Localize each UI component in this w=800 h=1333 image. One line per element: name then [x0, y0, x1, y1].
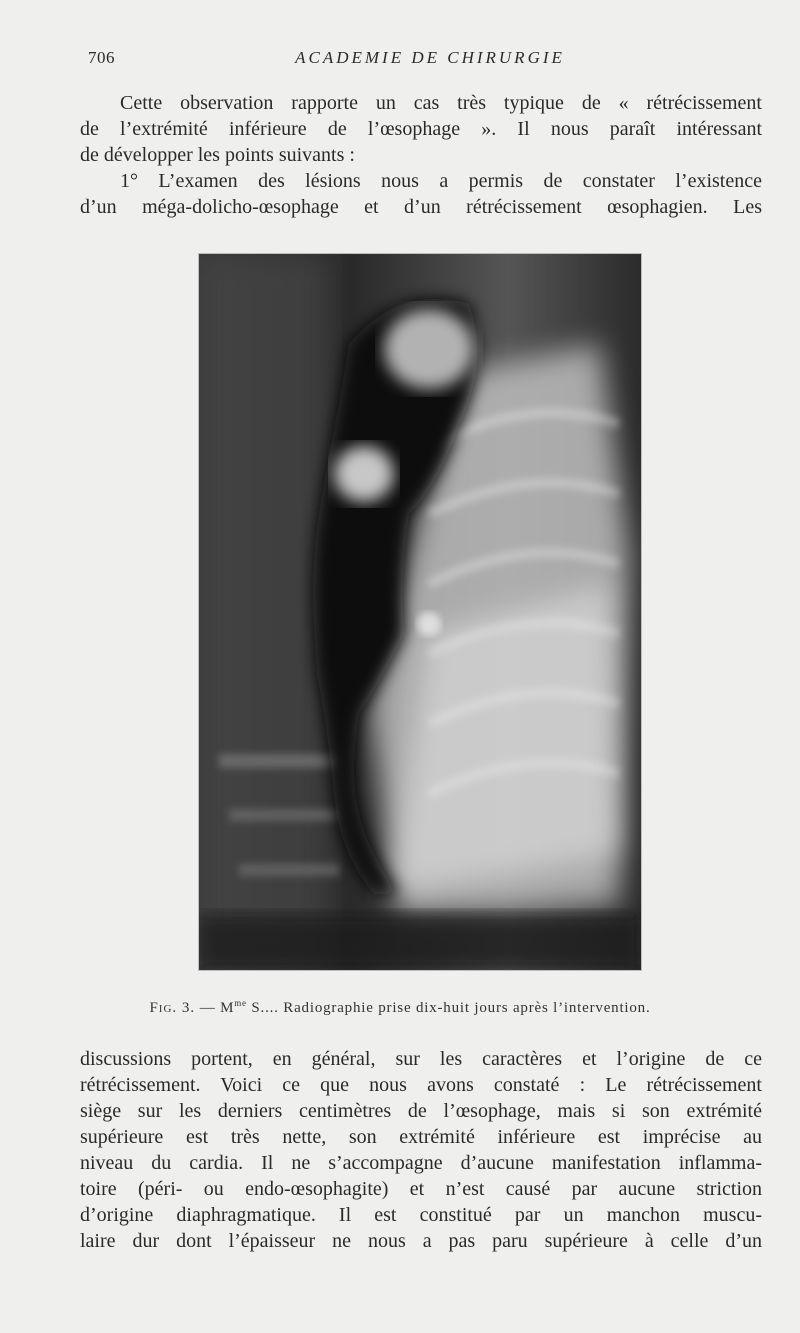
- text-line: supérieure est très nette, son extrémité inférieure est imprécise au: [80, 1126, 762, 1148]
- text-line: laire dur dont l’épaisseur ne nous a pas paru supérieure à celle d’un: [80, 1230, 762, 1252]
- caption-title: M: [220, 1000, 235, 1016]
- text-line: de l’extrémité inférieure de l’œsophage ». Il nous paraît intéressant: [80, 118, 762, 140]
- text-line: rétrécissement. Voici ce que nous avons constaté : Le rétrécissement: [80, 1074, 762, 1096]
- text-line: siège sur les derniers centimètres de l’œsophage, mais si son extrémité: [80, 1100, 762, 1122]
- text-line: de développer les points suivants :: [80, 144, 355, 166]
- paragraph-top: [80, 90, 762, 220]
- caption-dash: —: [199, 1000, 216, 1016]
- caption-title-sup: me: [234, 998, 247, 1008]
- text-line: Cette observation rapporte un cas très typique de « rétrécissement: [120, 92, 762, 114]
- figure-caption: [0, 998, 800, 1017]
- running-title: ACADEMIE DE CHIRURGIE: [295, 48, 565, 67]
- text-line: d’un méga-dolicho-œsophage et d’un rétrécissement œsophagien. Les: [80, 196, 762, 218]
- text-line: niveau du cardia. Il ne s’accompagne d’aucune manifestation inflamma-: [80, 1152, 762, 1174]
- radiograph-image: [199, 254, 641, 970]
- caption-text: S.... Radiographie prise dix-huit jours après l’intervention.: [251, 1000, 651, 1016]
- caption-label: Fig. 3.: [149, 1000, 196, 1016]
- paragraph-bottom: [80, 1046, 762, 1254]
- text-line: discussions portent, en général, sur les caractères et l’origine de ce: [80, 1048, 762, 1070]
- text-line: 1° L’examen des lésions nous a permis de constater l’existence: [120, 170, 762, 192]
- page-number: 706: [88, 48, 115, 67]
- radiograph-figure: [199, 254, 641, 970]
- text-line: d’origine diaphragmatique. Il est constitué par un manchon muscu-: [80, 1204, 762, 1226]
- text-line: toire (péri- ou endo-œsophagite) et n’est causé par aucune striction: [80, 1178, 762, 1200]
- running-head: [0, 46, 800, 72]
